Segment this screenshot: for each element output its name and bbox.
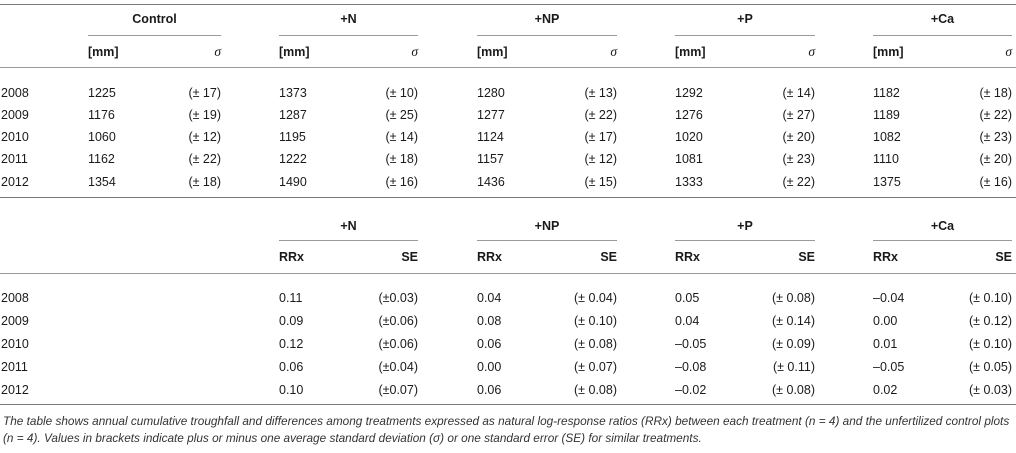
cell-se: (± 0.09) <box>772 337 815 351</box>
rrx-header: RRx <box>279 250 305 264</box>
row-year: 2009 <box>1 108 29 122</box>
cell-sigma: (± 14) <box>385 130 418 144</box>
cell-value: 1373 <box>279 86 307 100</box>
cell-rrx: 0.09 <box>279 314 304 328</box>
unit-header: [mm] <box>88 45 119 59</box>
cell-sigma: (± 18) <box>385 152 418 166</box>
cell-se: (± 0.12) <box>969 314 1012 328</box>
cell-value: 1195 <box>279 130 306 144</box>
group-header: +NP <box>534 12 560 26</box>
cell-sigma: (± 25) <box>385 108 418 122</box>
cell-value: 1436 <box>477 175 505 189</box>
cell-value: 1225 <box>88 86 116 100</box>
unit-header: [mm] <box>279 45 310 59</box>
unit-header: [mm] <box>873 45 904 59</box>
cell-sigma: (± 14) <box>782 86 815 100</box>
cell-sigma: (± 13) <box>584 86 617 100</box>
cell-value: 1276 <box>675 108 703 122</box>
row-year: 2012 <box>1 383 29 397</box>
top-border <box>0 4 1016 5</box>
group-header: +N <box>340 12 357 26</box>
cell-value: 1189 <box>873 108 900 122</box>
cell-value: 1333 <box>675 175 703 189</box>
section-rule <box>0 197 1016 198</box>
se-header: SE <box>798 250 815 264</box>
group-header: +Ca <box>930 219 955 233</box>
row-year: 2010 <box>1 130 29 144</box>
group-underline <box>477 240 617 241</box>
row-year: 2008 <box>1 291 29 305</box>
group-header: +N <box>340 219 357 233</box>
cell-value: 1020 <box>675 130 703 144</box>
row-year: 2011 <box>1 152 28 166</box>
group-underline <box>279 240 418 241</box>
cell-value: 1292 <box>675 86 703 100</box>
row-year: 2008 <box>1 86 29 100</box>
cell-rrx: –0.05 <box>675 337 707 351</box>
cell-value: 1182 <box>873 86 900 100</box>
rrx-header: RRx <box>675 250 701 264</box>
group-underline <box>88 35 221 36</box>
cell-value: 1082 <box>873 130 901 144</box>
se-header: SE <box>600 250 617 264</box>
cell-rrx: –0.02 <box>675 383 707 397</box>
cell-se: (±0.04) <box>378 360 418 374</box>
cell-se: (± 0.08) <box>772 383 815 397</box>
cell-value: 1110 <box>873 152 899 166</box>
row-year: 2009 <box>1 314 29 328</box>
cell-rrx: 0.04 <box>477 291 502 305</box>
cell-se: (±0.06) <box>378 337 418 351</box>
cell-rrx: 0.08 <box>477 314 502 328</box>
cell-sigma: (± 27) <box>782 108 815 122</box>
cell-value: 1375 <box>873 175 901 189</box>
cell-se: (± 0.07) <box>574 360 617 374</box>
cell-value: 1081 <box>675 152 703 166</box>
cell-se: (± 0.08) <box>772 291 815 305</box>
cell-se: (± 0.10) <box>969 337 1012 351</box>
group-header: Control <box>132 12 177 26</box>
header-rule <box>0 67 1016 68</box>
cell-value: 1354 <box>88 175 116 189</box>
group-header: +P <box>737 219 753 233</box>
cell-sigma: (± 18) <box>979 86 1012 100</box>
sigma-header: σ <box>214 44 221 59</box>
sigma-header: σ <box>1005 44 1012 59</box>
cell-sigma: (± 12) <box>188 130 221 144</box>
cell-value: 1287 <box>279 108 307 122</box>
unit-header: [mm] <box>675 45 706 59</box>
cell-se: (± 0.04) <box>574 291 617 305</box>
cell-rrx: 0.01 <box>873 337 898 351</box>
cell-se: (± 0.08) <box>574 383 617 397</box>
rrx-header: RRx <box>873 250 899 264</box>
row-year: 2012 <box>1 175 29 189</box>
cell-sigma: (± 19) <box>188 108 221 122</box>
cell-sigma: (± 18) <box>188 175 221 189</box>
cell-rrx: 0.05 <box>675 291 700 305</box>
cell-sigma: (± 22) <box>188 152 221 166</box>
cell-se: (± 0.03) <box>969 383 1012 397</box>
cell-rrx: 0.00 <box>873 314 898 328</box>
cell-rrx: 0.02 <box>873 383 898 397</box>
cell-se: (± 0.10) <box>574 314 617 328</box>
group-underline <box>675 35 815 36</box>
table-caption: The table shows annual cumulative troughfall and differences among treatments expressed as natural log-response ratios (RRx) between each treatment (n = 4) and the unfertilized control plots (n = 4). Values in brackets indicate plus or minus one average standard deviation (σ) or one standard error (SE) for similar treatments. <box>3 414 1010 445</box>
cell-rrx: –0.05 <box>873 360 905 374</box>
cell-rrx: 0.10 <box>279 383 304 397</box>
cell-value: 1277 <box>477 108 505 122</box>
row-year: 2011 <box>1 360 28 374</box>
cell-sigma: (± 17) <box>584 130 617 144</box>
bottom-border <box>0 404 1016 405</box>
cell-sigma: (± 16) <box>979 175 1012 189</box>
sigma-header: σ <box>808 44 815 59</box>
cell-sigma: (± 22) <box>782 175 815 189</box>
cell-sigma: (± 23) <box>782 152 815 166</box>
cell-value: 1060 <box>88 130 116 144</box>
group-underline <box>873 240 1012 241</box>
cell-se: (± 0.08) <box>574 337 617 351</box>
cell-sigma: (± 22) <box>584 108 617 122</box>
cell-se: (± 0.05) <box>969 360 1012 374</box>
group-underline <box>675 240 815 241</box>
cell-sigma: (± 16) <box>385 175 418 189</box>
cell-sigma: (± 20) <box>979 152 1012 166</box>
rrx-header: RRx <box>477 250 503 264</box>
cell-se: (±0.06) <box>378 314 418 328</box>
sigma-header: σ <box>411 44 418 59</box>
cell-sigma: (± 23) <box>979 130 1012 144</box>
header-rule <box>0 273 1016 274</box>
cell-se: (± 0.11) <box>772 360 815 374</box>
se-header: SE <box>401 250 418 264</box>
cell-rrx: 0.11 <box>279 291 303 305</box>
cell-sigma: (± 17) <box>188 86 221 100</box>
cell-sigma: (± 22) <box>979 108 1012 122</box>
cell-rrx: –0.04 <box>873 291 905 305</box>
cell-sigma: (± 15) <box>584 175 617 189</box>
cell-value: 1157 <box>477 152 504 166</box>
group-header: +Ca <box>930 12 955 26</box>
cell-rrx: 0.00 <box>477 360 502 374</box>
cell-se: (±0.07) <box>378 383 418 397</box>
cell-rrx: 0.06 <box>477 383 502 397</box>
cell-value: 1176 <box>88 108 115 122</box>
cell-value: 1490 <box>279 175 307 189</box>
cell-value: 1162 <box>88 152 115 166</box>
cell-se: (± 0.14) <box>772 314 815 328</box>
sigma-header: σ <box>610 44 617 59</box>
cell-rrx: 0.04 <box>675 314 700 328</box>
row-year: 2010 <box>1 337 29 351</box>
cell-rrx: 0.06 <box>477 337 502 351</box>
cell-value: 1124 <box>477 130 504 144</box>
group-underline <box>873 35 1012 36</box>
cell-rrx: –0.08 <box>675 360 707 374</box>
cell-rrx: 0.06 <box>279 360 304 374</box>
cell-sigma: (± 12) <box>584 152 617 166</box>
cell-sigma: (± 20) <box>782 130 815 144</box>
cell-sigma: (± 10) <box>385 86 418 100</box>
se-header: SE <box>995 250 1012 264</box>
cell-se: (± 0.10) <box>969 291 1012 305</box>
cell-value: 1280 <box>477 86 505 100</box>
group-header: +P <box>737 12 753 26</box>
cell-se: (±0.03) <box>378 291 418 305</box>
group-underline <box>477 35 617 36</box>
cell-rrx: 0.12 <box>279 337 304 351</box>
unit-header: [mm] <box>477 45 508 59</box>
cell-value: 1222 <box>279 152 307 166</box>
group-underline <box>279 35 418 36</box>
group-header: +NP <box>534 219 560 233</box>
